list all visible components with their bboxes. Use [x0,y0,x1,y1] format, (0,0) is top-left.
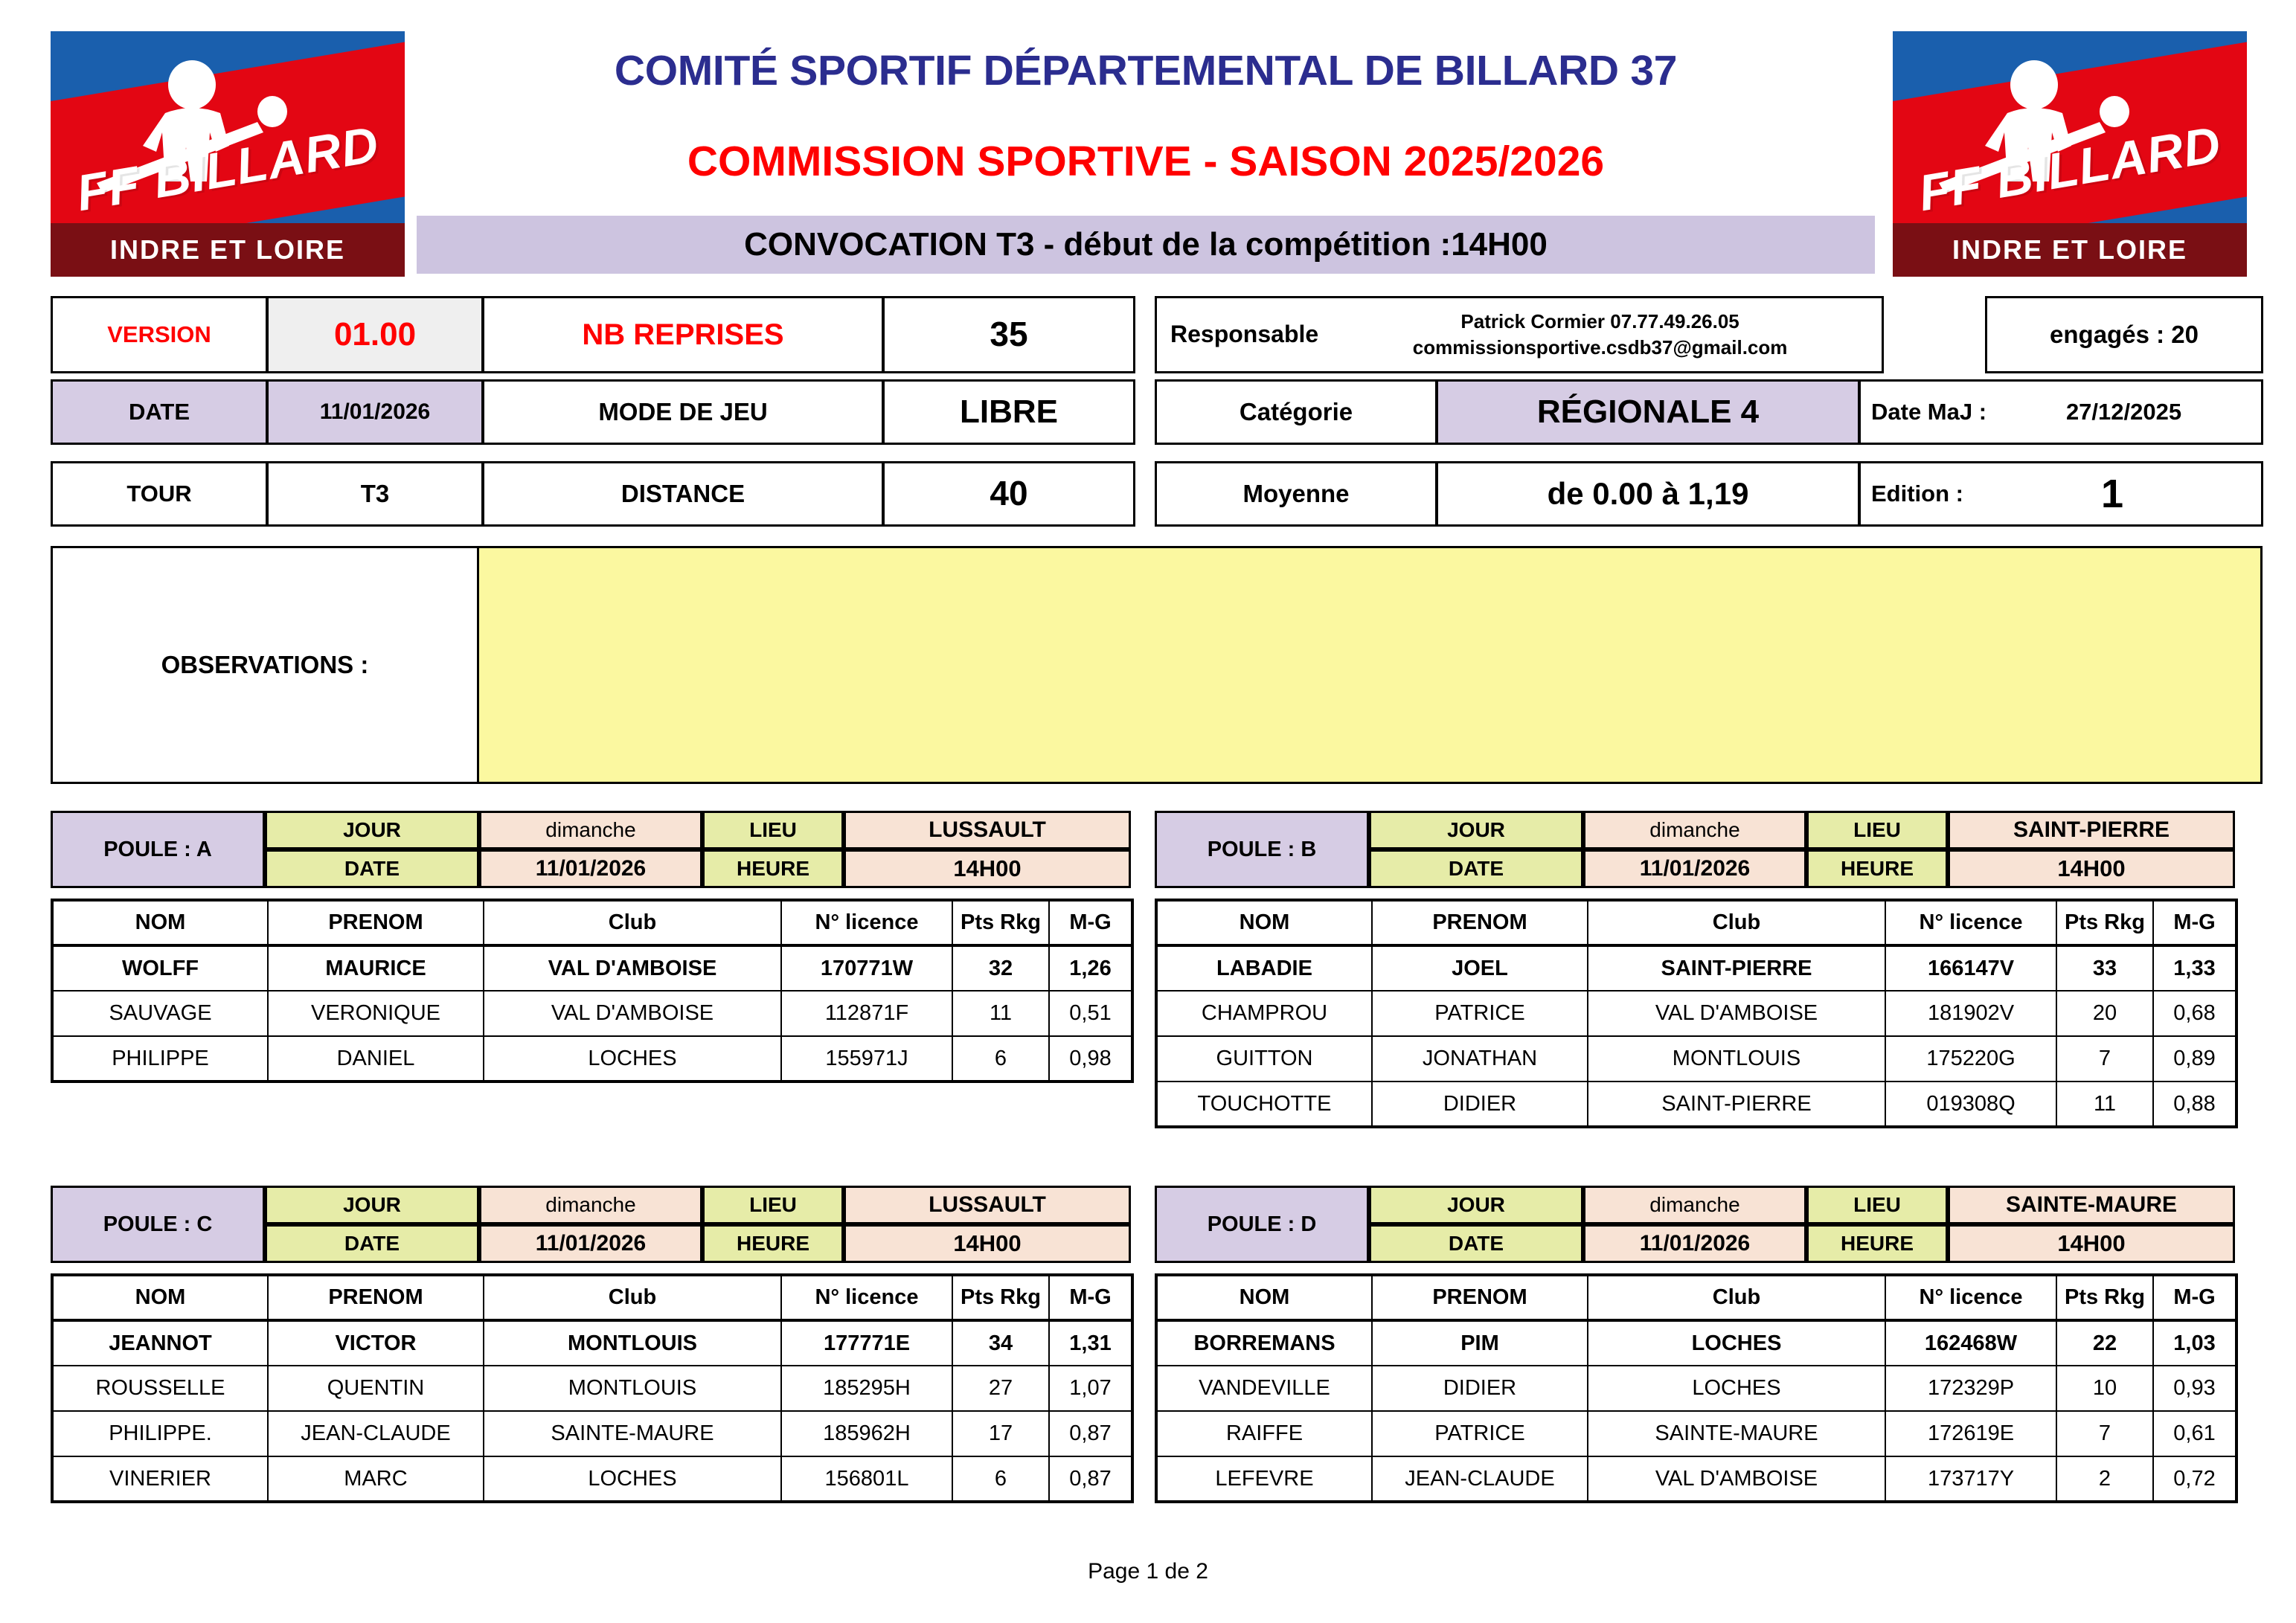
cell-mg: 0,98 [1049,1036,1132,1082]
observations-label: OBSERVATIONS : [51,546,479,784]
cell-mg: 0,87 [1049,1456,1132,1502]
cell-prenom: MAURICE [268,945,484,991]
cell-prenom: PATRICE [1372,1411,1588,1456]
table-row [52,1411,1132,1456]
cell-club: LOCHES [1588,1320,1885,1366]
table-row [52,1366,1132,1411]
cell-pts: 10 [2056,1366,2153,1411]
observations-input[interactable] [477,546,2263,784]
cell-licence: 166147V [1885,945,2056,991]
date-value: 11/01/2026 [1583,849,1806,888]
column-header: PRENOM [268,1275,484,1320]
poule-players-table [51,1273,1134,1503]
nb-reprises-label: NB REPRISES [482,296,884,373]
cell-nom: WOLFF [52,945,268,991]
cell-licence: 173717Y [1885,1456,2056,1502]
cell-nom: GUITTON [1156,1036,1372,1082]
heure-value: 14H00 [844,849,1131,888]
cell-mg: 0,61 [2153,1411,2236,1456]
page-title-committee: COMITÉ SPORTIF DÉPARTEMENTAL DE BILLARD 37 [614,47,1678,94]
cell-nom: JEANNOT [52,1320,268,1366]
nb-reprises-value: 35 [882,296,1135,373]
page-title-convocation: CONVOCATION T3 - début de la compétition :14H00 [417,216,1875,274]
poule-players-table [51,899,1134,1083]
table-header-row [1156,1275,2236,1320]
cell-pts: 27 [952,1366,1049,1411]
cell-nom: BORREMANS [1156,1320,1372,1366]
column-header: N° licence [781,900,952,945]
cell-mg: 1,07 [1049,1366,1132,1411]
cell-prenom: DIDIER [1372,1366,1588,1411]
column-header: Pts Rkg [2056,1275,2153,1320]
poule-players-table [1155,899,2238,1128]
column-header: M-G [2153,900,2236,945]
cell-club: LOCHES [484,1036,781,1082]
column-header: PRENOM [1372,900,1588,945]
lieu-value: LUSSAULT [844,1186,1131,1224]
cell-licence: 112871F [781,991,952,1036]
poule-name: POULE : D [1155,1186,1369,1263]
lieu-value: LUSSAULT [844,811,1131,849]
distance-label: DISTANCE [482,461,884,527]
table-row [52,991,1132,1036]
cell-nom: VANDEVILLE [1156,1366,1372,1411]
cell-licence: 156801L [781,1456,952,1502]
column-header: N° licence [1885,900,2056,945]
cell-mg: 0,51 [1049,991,1132,1036]
date-label: DATE [265,849,479,888]
heure-label: HEURE [702,849,844,888]
cell-club: SAINTE-MAURE [1588,1411,1885,1456]
cell-licence: 185962H [781,1411,952,1456]
cell-nom: CHAMPROU [1156,991,1372,1036]
mode-de-jeu-label: MODE DE JEU [482,379,884,445]
cell-prenom: JEAN-CLAUDE [1372,1456,1588,1502]
date-value: 11/01/2026 [479,1224,702,1263]
ffbillard-logo-left [51,31,405,277]
cell-prenom: PIM [1372,1320,1588,1366]
heure-label: HEURE [1806,1224,1948,1263]
cell-nom: TOUCHOTTE [1156,1082,1372,1127]
date-maj-block: Date MaJ : 27/12/2025 [1859,379,2263,445]
cell-pts: 7 [2056,1411,2153,1456]
cell-prenom: VERONIQUE [268,991,484,1036]
logo-wordmark: FF BILLARD [1914,115,2225,222]
table-row [1156,945,2236,991]
cell-pts: 34 [952,1320,1049,1366]
poule-name: POULE : A [51,811,265,888]
cell-pts: 11 [952,991,1049,1036]
heure-label: HEURE [1806,849,1948,888]
cell-pts: 2 [2056,1456,2153,1502]
cell-mg: 0,87 [1049,1411,1132,1456]
cell-mg: 0,68 [2153,991,2236,1036]
cell-club: SAINT-PIERRE [1588,1082,1885,1127]
cell-nom: PHILIPPE. [52,1411,268,1456]
cell-prenom: JONATHAN [1372,1036,1588,1082]
table-row [1156,1082,2236,1127]
table-row [1156,991,2236,1036]
cell-prenom: JOEL [1372,945,1588,991]
cell-mg: 0,93 [2153,1366,2236,1411]
categorie-label: Catégorie [1155,379,1437,445]
heure-value: 14H00 [1948,849,2235,888]
jour-value: dimanche [479,811,702,849]
cell-prenom: PATRICE [1372,991,1588,1036]
version-label: VERSION [51,296,268,373]
cell-nom: RAIFFE [1156,1411,1372,1456]
edition-block: Edition : 1 [1859,461,2263,527]
cell-pts: 17 [952,1411,1049,1456]
categorie-value: RÉGIONALE 4 [1436,379,1860,445]
heure-value: 14H00 [1948,1224,2235,1263]
logo-wordmark: FF BILLARD [72,115,383,222]
responsable-email: commissionsportive.csdb37@gmail.com [1412,336,1788,359]
date-value: 11/01/2026 [479,849,702,888]
cell-pts: 7 [2056,1036,2153,1082]
lieu-label: LIEU [1806,1186,1948,1224]
column-header: NOM [1156,900,1372,945]
column-header: PRENOM [268,900,484,945]
date-label: DATE [265,1224,479,1263]
jour-label: JOUR [1369,1186,1583,1224]
date-value: 11/01/2026 [266,379,484,445]
cell-club: MONTLOUIS [1588,1036,1885,1082]
cell-prenom: DANIEL [268,1036,484,1082]
cell-nom: LABADIE [1156,945,1372,991]
column-header: M-G [2153,1275,2236,1320]
cell-nom: ROUSSELLE [52,1366,268,1411]
column-header: Pts Rkg [952,900,1049,945]
cell-prenom: JEAN-CLAUDE [268,1411,484,1456]
cell-pts: 6 [952,1036,1049,1082]
cell-prenom: VICTOR [268,1320,484,1366]
table-row [1156,1411,2236,1456]
mode-de-jeu-value: LIBRE [882,379,1135,445]
cell-licence: 170771W [781,945,952,991]
poule-name: POULE : C [51,1186,265,1263]
date-maj-value: 27/12/2025 [2065,398,2182,425]
cell-mg: 1,33 [2153,945,2236,991]
lieu-label: LIEU [702,811,844,849]
cell-club: VAL D'AMBOISE [484,991,781,1036]
moyenne-label: Moyenne [1155,461,1437,527]
table-row [52,1036,1132,1082]
tour-label: TOUR [51,461,268,527]
column-header: Club [1588,1275,1885,1320]
cell-club: SAINT-PIERRE [1588,945,1885,991]
table-row [1156,1456,2236,1502]
cell-pts: 22 [2056,1320,2153,1366]
jour-value: dimanche [1583,811,1806,849]
poule-header [51,811,1131,888]
table-row [52,1320,1132,1366]
cell-club: MONTLOUIS [484,1366,781,1411]
cell-licence: 185295H [781,1366,952,1411]
poule-block [1155,811,2238,1128]
jour-label: JOUR [1369,811,1583,849]
column-header: Pts Rkg [952,1275,1049,1320]
distance-value: 40 [882,461,1135,527]
responsable-block: Responsable Patrick Cormier 07.77.49.26.05 commissionsportive.csdb37@gmail.com [1155,296,1884,373]
cell-pts: 33 [2056,945,2153,991]
page-footer: Page 1 de 2 [1088,1559,1208,1584]
table-row [1156,1036,2236,1082]
cell-mg: 1,31 [1049,1320,1132,1366]
cell-club: LOCHES [1588,1366,1885,1411]
jour-value: dimanche [479,1186,702,1224]
column-header: M-G [1049,900,1132,945]
column-header: NOM [52,1275,268,1320]
cell-nom: VINERIER [52,1456,268,1502]
column-header: N° licence [1885,1275,2056,1320]
ffbillard-logo-right [1893,31,2247,277]
cell-mg: 1,26 [1049,945,1132,991]
table-header-row [52,1275,1132,1320]
lieu-label: LIEU [702,1186,844,1224]
cell-licence: 155971J [781,1036,952,1082]
heure-label: HEURE [702,1224,844,1263]
poule-header [51,1186,1131,1263]
column-header: Club [484,900,781,945]
cell-club: VAL D'AMBOISE [484,945,781,991]
table-header-row [52,900,1132,945]
lieu-value: SAINTE-MAURE [1948,1186,2235,1224]
cell-mg: 0,72 [2153,1456,2236,1502]
table-row [52,945,1132,991]
table-row [1156,1366,2236,1411]
table-row [52,1456,1132,1502]
version-value: 01.00 [266,296,484,373]
cell-pts: 20 [2056,991,2153,1036]
moyenne-value: de 0.00 à 1,19 [1436,461,1860,527]
page-title-commission: COMMISSION SPORTIVE - SAISON 2025/2026 [687,138,1605,185]
column-header: NOM [1156,1275,1372,1320]
table-header-row [1156,900,2236,945]
cell-pts: 6 [952,1456,1049,1502]
cell-nom: PHILIPPE [52,1036,268,1082]
poule-players-table [1155,1273,2238,1503]
cell-club: SAINTE-MAURE [484,1411,781,1456]
cell-prenom: QUENTIN [268,1366,484,1411]
engages-badge: engagés : 20 [1985,296,2263,373]
jour-value: dimanche [1583,1186,1806,1224]
cell-prenom: MARC [268,1456,484,1502]
cell-licence: 175220G [1885,1036,2056,1082]
cell-mg: 0,89 [2153,1036,2236,1082]
edition-value: 1 [2100,471,2124,516]
cell-mg: 1,03 [2153,1320,2236,1366]
date-label: DATE [1369,1224,1583,1263]
logo-department-band: INDRE ET LOIRE [51,223,405,277]
date-value: 11/01/2026 [1583,1224,1806,1263]
cell-licence: 177771E [781,1320,952,1366]
jour-label: JOUR [265,1186,479,1224]
cell-licence: 172329P [1885,1366,2056,1411]
cell-club: VAL D'AMBOISE [1588,991,1885,1036]
cell-pts: 32 [952,945,1049,991]
heure-value: 14H00 [844,1224,1131,1263]
poule-header [1155,1186,2235,1263]
lieu-label: LIEU [1806,811,1948,849]
cell-mg: 0,88 [2153,1082,2236,1127]
cell-prenom: DIDIER [1372,1082,1588,1127]
poule-block [51,1186,1134,1503]
cell-pts: 11 [2056,1082,2153,1127]
cell-licence: 181902V [1885,991,2056,1036]
table-row [1156,1320,2236,1366]
logo-department-band: INDRE ET LOIRE [1893,223,2247,277]
column-header: NOM [52,900,268,945]
date-label: DATE [51,379,268,445]
column-header: Club [1588,900,1885,945]
cell-nom: LEFEVRE [1156,1456,1372,1502]
cell-licence: 162468W [1885,1320,2056,1366]
cell-nom: SAUVAGE [52,991,268,1036]
responsable-name: Patrick Cormier 07.77.49.26.05 [1460,309,1739,332]
poule-name: POULE : B [1155,811,1369,888]
jour-label: JOUR [265,811,479,849]
column-header: Club [484,1275,781,1320]
tour-value: T3 [266,461,484,527]
column-header: PRENOM [1372,1275,1588,1320]
poule-block [51,811,1134,1083]
lieu-value: SAINT-PIERRE [1948,811,2235,849]
date-label: DATE [1369,849,1583,888]
poule-block [1155,1186,2238,1503]
cell-club: VAL D'AMBOISE [1588,1456,1885,1502]
column-header: M-G [1049,1275,1132,1320]
cell-club: LOCHES [484,1456,781,1502]
cell-club: MONTLOUIS [484,1320,781,1366]
cell-licence: 172619E [1885,1411,2056,1456]
column-header: N° licence [781,1275,952,1320]
poule-header [1155,811,2235,888]
cell-licence: 019308Q [1885,1082,2056,1127]
column-header: Pts Rkg [2056,900,2153,945]
